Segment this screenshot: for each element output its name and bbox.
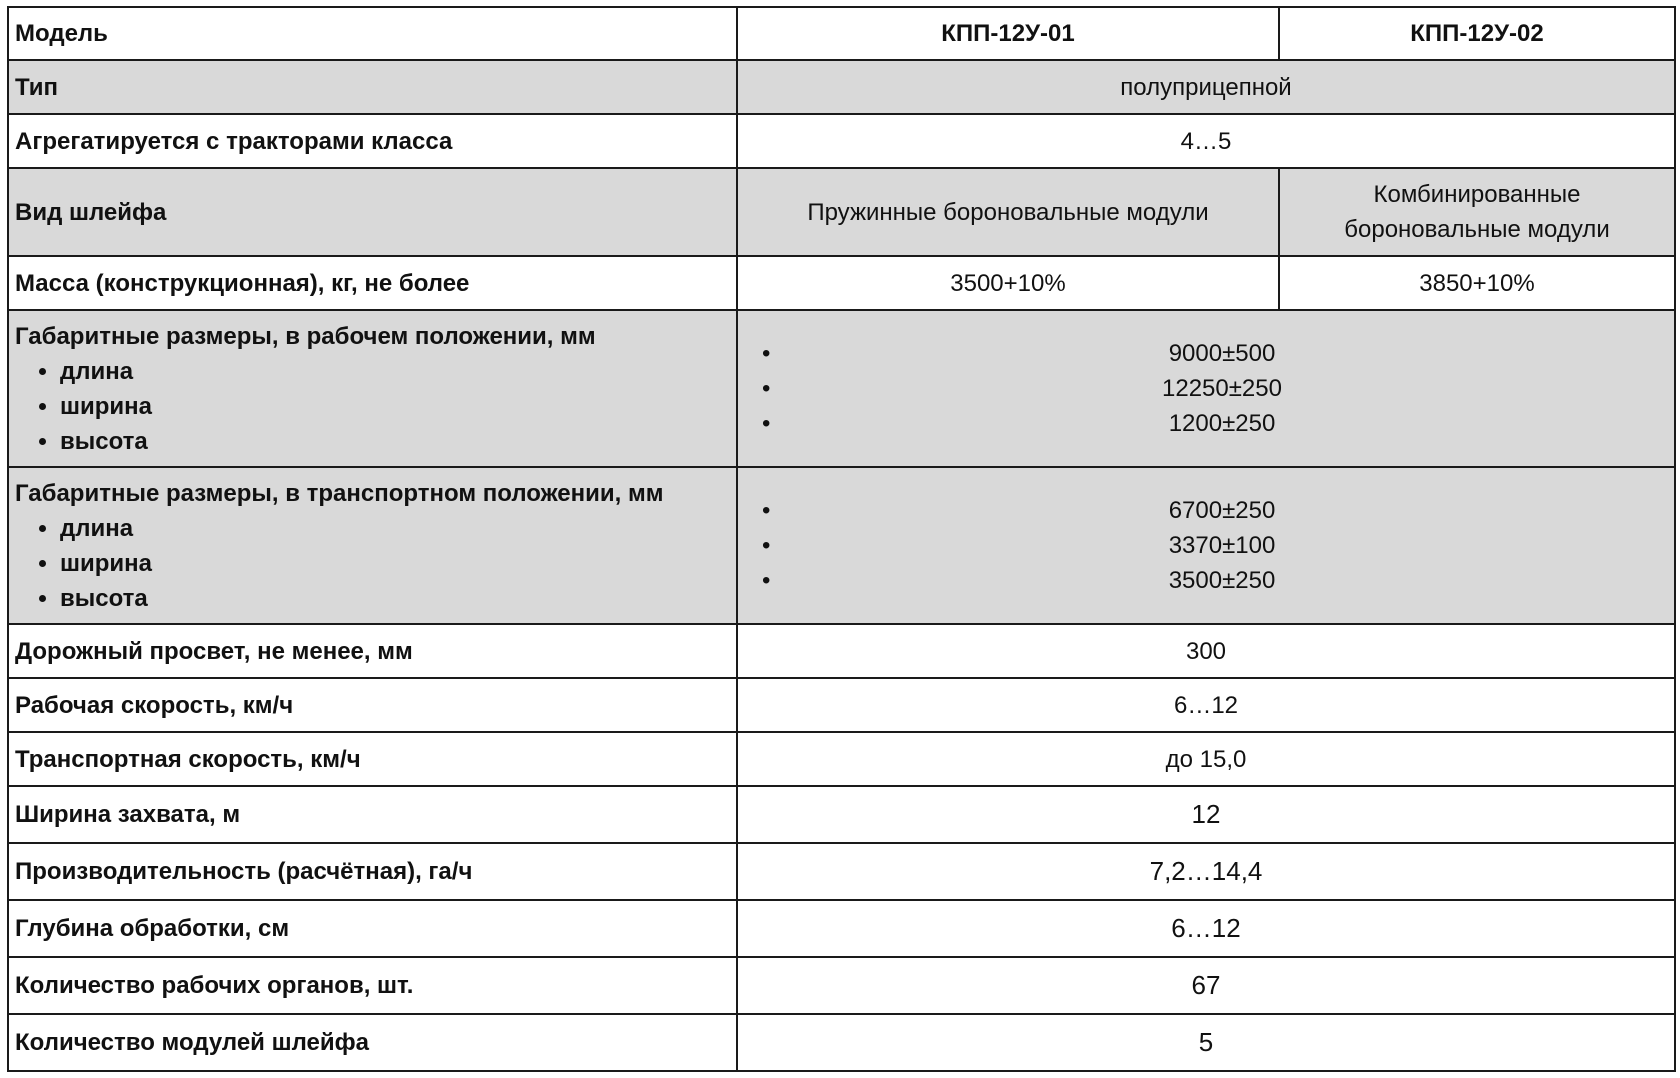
tractor-class-value: 4…5 — [737, 114, 1675, 168]
transport-dims-label: Габаритные размеры, в транспортном положении, мм — [15, 479, 664, 507]
transport-dims-height: 3500±250 — [1168, 567, 1276, 594]
transport-dims-values-cell — [737, 467, 1675, 624]
table-row-tractor-class — [8, 114, 1675, 168]
table-row-transport-speed — [8, 732, 1675, 786]
work-dims-values-cell — [737, 310, 1675, 467]
model-1-header: КПП-12У-01 — [737, 7, 1279, 60]
work-speed-value: 6…12 — [737, 678, 1675, 732]
table-row-model — [8, 7, 1675, 60]
table-row-clearance — [8, 624, 1675, 678]
work-dims-label: Габаритные размеры, в рабочем положении, мм — [15, 322, 596, 350]
depth-value: 6…12 — [737, 900, 1675, 957]
mass-value-1: 3500+10% — [737, 256, 1279, 310]
bullet-icon: • — [762, 410, 771, 437]
transport-dims-length: 6700±250 — [1168, 497, 1276, 524]
bullet-icon: • — [762, 567, 771, 594]
work-dims-length: 9000±500 — [1168, 340, 1276, 367]
list-item: • высота — [60, 581, 730, 616]
train-type-value-2-line2: бороновальные модули — [1344, 216, 1610, 243]
transport-dims-list — [15, 511, 730, 616]
table-row-organs — [8, 957, 1675, 1014]
mass-label: Масса (конструкционная), кг, не более — [8, 256, 737, 310]
table-row-train-type — [8, 168, 1675, 256]
work-dims-label-cell — [8, 310, 737, 467]
transport-dims-label-cell — [8, 467, 737, 624]
list-item: • длина — [60, 511, 730, 546]
bullet-icon: • — [762, 340, 771, 367]
transport-dims-width: 3370±100 — [1168, 532, 1276, 559]
table-row-productivity — [8, 843, 1675, 900]
table-row-depth — [8, 900, 1675, 957]
bullet-icon: • — [762, 532, 771, 559]
productivity-label: Производительность (расчётная), га/ч — [8, 843, 737, 900]
width-label: Ширина захвата, м — [8, 786, 737, 843]
table-row-width — [8, 786, 1675, 843]
table-row-work-speed — [8, 678, 1675, 732]
table-row-work-dims — [8, 310, 1675, 467]
type-value: полуприцепной — [737, 60, 1675, 114]
organs-value: 67 — [737, 957, 1675, 1014]
organs-label: Количество рабочих органов, шт. — [8, 957, 737, 1014]
table-row-transport-dims — [8, 467, 1675, 624]
work-dims-width: 12250±250 — [1162, 375, 1282, 402]
model-label: Модель — [8, 7, 737, 60]
modules-value: 5 — [737, 1014, 1675, 1071]
work-speed-label: Рабочая скорость, км/ч — [8, 678, 737, 732]
list-item: • высота — [60, 424, 730, 459]
transport-speed-value: до 15,0 — [737, 732, 1675, 786]
type-label: Тип — [8, 60, 737, 114]
transport-speed-label: Транспортная скорость, км/ч — [8, 732, 737, 786]
model-2-header: КПП-12У-02 — [1279, 7, 1675, 60]
clearance-label: Дорожный просвет, не менее, мм — [8, 624, 737, 678]
transport-dims-values — [744, 493, 1668, 598]
list-item: • ширина — [60, 546, 730, 581]
list-item: • длина — [60, 354, 730, 389]
depth-label: Глубина обработки, см — [8, 900, 737, 957]
width-value: 12 — [737, 786, 1675, 843]
transport-dims-numbers — [744, 493, 1668, 598]
table-row-mass — [8, 256, 1675, 310]
train-type-label: Вид шлейфа — [8, 168, 737, 256]
mass-value-2: 3850+10% — [1279, 256, 1675, 310]
work-dims-values — [744, 336, 1668, 441]
train-type-value-2-line1: Комбинированные — [1373, 181, 1581, 208]
modules-label: Количество модулей шлейфа — [8, 1014, 737, 1071]
bullet-icon: • — [762, 375, 771, 402]
table-row-type — [8, 60, 1675, 114]
productivity-value: 7,2…14,4 — [737, 843, 1675, 900]
tractor-class-label: Агрегатируется с тракторами класса — [8, 114, 737, 168]
work-dims-numbers — [744, 336, 1668, 441]
table-row-modules — [8, 1014, 1675, 1071]
work-dims-list — [15, 354, 730, 459]
train-type-value-1: Пружинные бороновальные модули — [737, 168, 1279, 256]
clearance-value: 300 — [737, 624, 1675, 678]
list-item: • ширина — [60, 389, 730, 424]
train-type-value-2 — [1279, 168, 1675, 256]
specifications-table — [7, 6, 1676, 1072]
work-dims-height: 1200±250 — [1168, 410, 1276, 437]
bullet-icon: • — [762, 497, 771, 524]
